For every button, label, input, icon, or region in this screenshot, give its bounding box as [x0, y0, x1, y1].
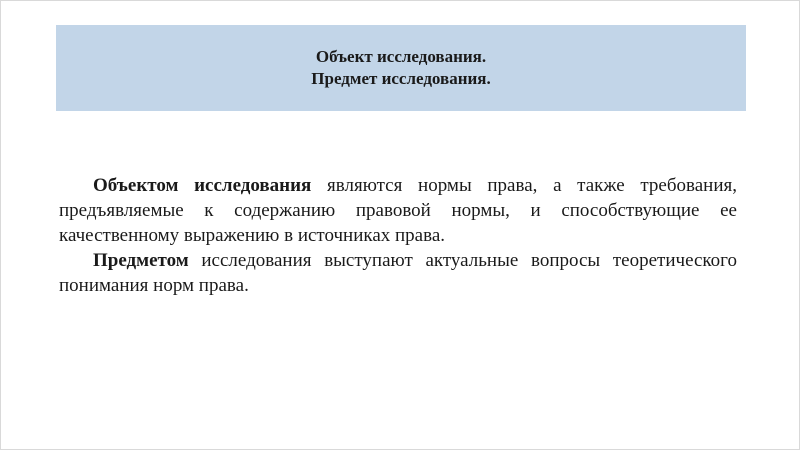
slide-title-line-2: Предмет исследования. — [311, 69, 491, 88]
object-definition: являются нормы права, а также требования, предъявляемые к содержанию правовой нормы, и способствующие ее качественному выражению в источниках права. — [59, 175, 737, 246]
subject-definition: исследования выступают актуальные вопросы теоретического понимания норм права. — [59, 250, 737, 296]
object-term: Объектом исследования — [93, 175, 312, 196]
paragraph-subject — [59, 248, 737, 298]
paragraph-object — [59, 173, 737, 248]
subject-term: Предметом — [93, 250, 189, 271]
slide-title-line-1: Объект исследования. — [315, 47, 487, 66]
title-banner — [56, 25, 746, 111]
slide-body — [59, 173, 737, 298]
